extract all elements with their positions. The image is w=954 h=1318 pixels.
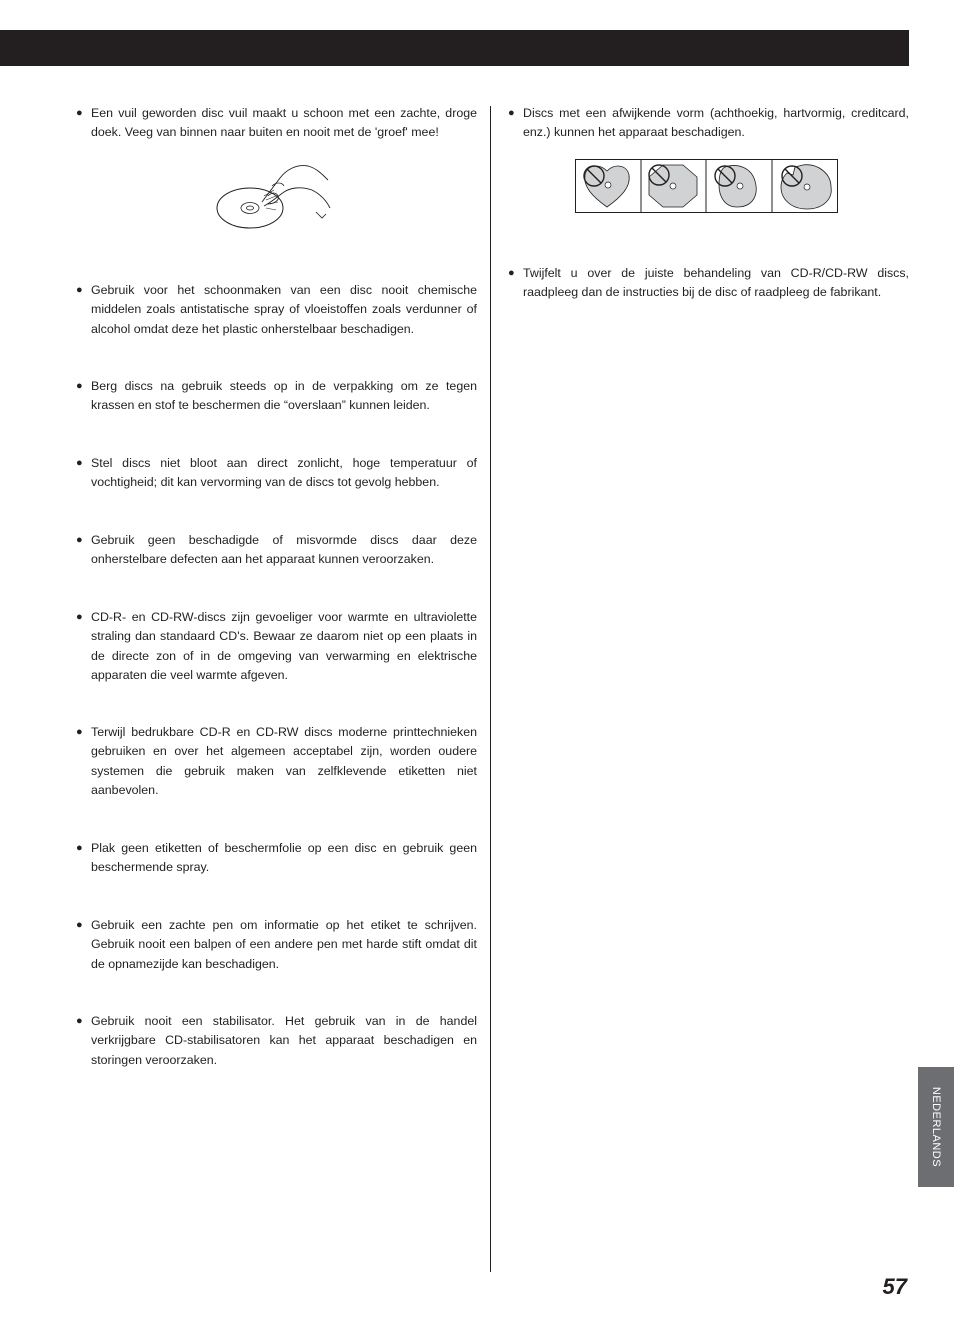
bullet-icon: ●	[76, 726, 83, 738]
header-bar	[0, 30, 909, 66]
item-text: Stel discs niet bloot aan direct zonlicht, hoge temperatuur of vochtigheid; dit kan vervorming van de discs tot gevolg hebben.	[91, 456, 477, 490]
bullet-icon: ●	[76, 534, 83, 546]
item-text: Berg discs na gebruik steeds op in de verpakking om ze tegen krassen en stof te beschermen die “overslaan” kunnen leiden.	[91, 379, 477, 413]
bullet-icon: ●	[508, 107, 515, 119]
bullet-icon: ●	[76, 919, 83, 931]
list-item	[76, 104, 477, 143]
list-item	[76, 281, 477, 339]
list-item	[76, 916, 477, 974]
bullet-icon: ●	[76, 107, 83, 119]
item-text: Gebruik voor het schoonmaken van een disc nooit chemische middelen zoals antistatische spray of vloeistoffen zoals verdunner of alcohol omdat deze het plastic onherstelbaar beschadigen.	[91, 283, 477, 336]
item-text: Een vuil geworden disc vuil maakt u schoon met een zachte, droge doek. Veeg van binnen naar buiten en nooit met de 'groef' mee!	[91, 106, 477, 140]
bullet-icon: ●	[76, 842, 83, 854]
language-tab	[918, 1067, 954, 1187]
list-item	[76, 723, 477, 800]
list-item	[76, 608, 477, 685]
item-text: CD-R- en CD-RW-discs zijn gevoeliger voor warmte en ultraviolette straling dan standaard CD's. Bewaar ze daarom niet op een plaats in de directe zon of in de omgeving van verwarming en elektrische apparaten die veel warmte afgeven.	[91, 610, 477, 682]
list-item	[76, 377, 477, 416]
list-item	[508, 264, 909, 303]
bullet-icon: ●	[76, 380, 83, 392]
column-divider	[490, 106, 491, 1272]
item-text: Gebruik nooit een stabilisator. Het gebruik van in de handel verkrijgbare CD-stabilisatoren kan het apparaat beschadigen en storingen veroorzaken.	[91, 1014, 477, 1067]
item-text: Plak geen etiketten of beschermfolie op een disc en gebruik geen beschermende spray.	[91, 841, 477, 875]
list-item	[508, 104, 909, 143]
item-text: Terwijl bedrukbare CD-R en CD-RW discs moderne printtechnieken gebruiken en over het algemeen acceptabel zijn, worden oudere systemen die gebruik maken van zelfklevende etiketten niet aanbevolen.	[91, 725, 477, 797]
page-number: 57	[882, 1274, 907, 1299]
list-item	[76, 839, 477, 878]
disc-cleaning-illustration	[216, 156, 334, 232]
bullet-icon: ●	[76, 611, 83, 623]
list-item	[76, 454, 477, 493]
item-text: Discs met een afwijkende vorm (achthoekig, hartvormig, creditcard, enz.) kunnen het apparaat beschadigen.	[523, 106, 909, 140]
bullet-icon: ●	[76, 284, 83, 296]
list-item	[76, 531, 477, 570]
prohibited-disc-shapes-illustration	[575, 159, 838, 213]
bullet-icon: ●	[76, 457, 83, 469]
item-text: Gebruik een zachte pen om informatie op het etiket te schrijven. Gebruik nooit een balpen of een andere pen met harde stift omdat dit de opnamezijde kan beschadigen.	[91, 918, 477, 971]
item-text: Gebruik geen beschadigde of misvormde discs daar deze onherstelbare defecten aan het apparaat kunnen veroorzaken.	[91, 533, 477, 567]
bullet-icon: ●	[508, 267, 515, 279]
language-tab-label: NEDERLANDS	[930, 1086, 942, 1168]
list-item	[76, 1012, 477, 1070]
bullet-icon: ●	[76, 1015, 83, 1027]
item-text: Twijfelt u over de juiste behandeling van CD-R/CD-RW discs, raadpleeg dan de instructies bij de disc of raadpleeg de fabrikant.	[523, 266, 909, 300]
